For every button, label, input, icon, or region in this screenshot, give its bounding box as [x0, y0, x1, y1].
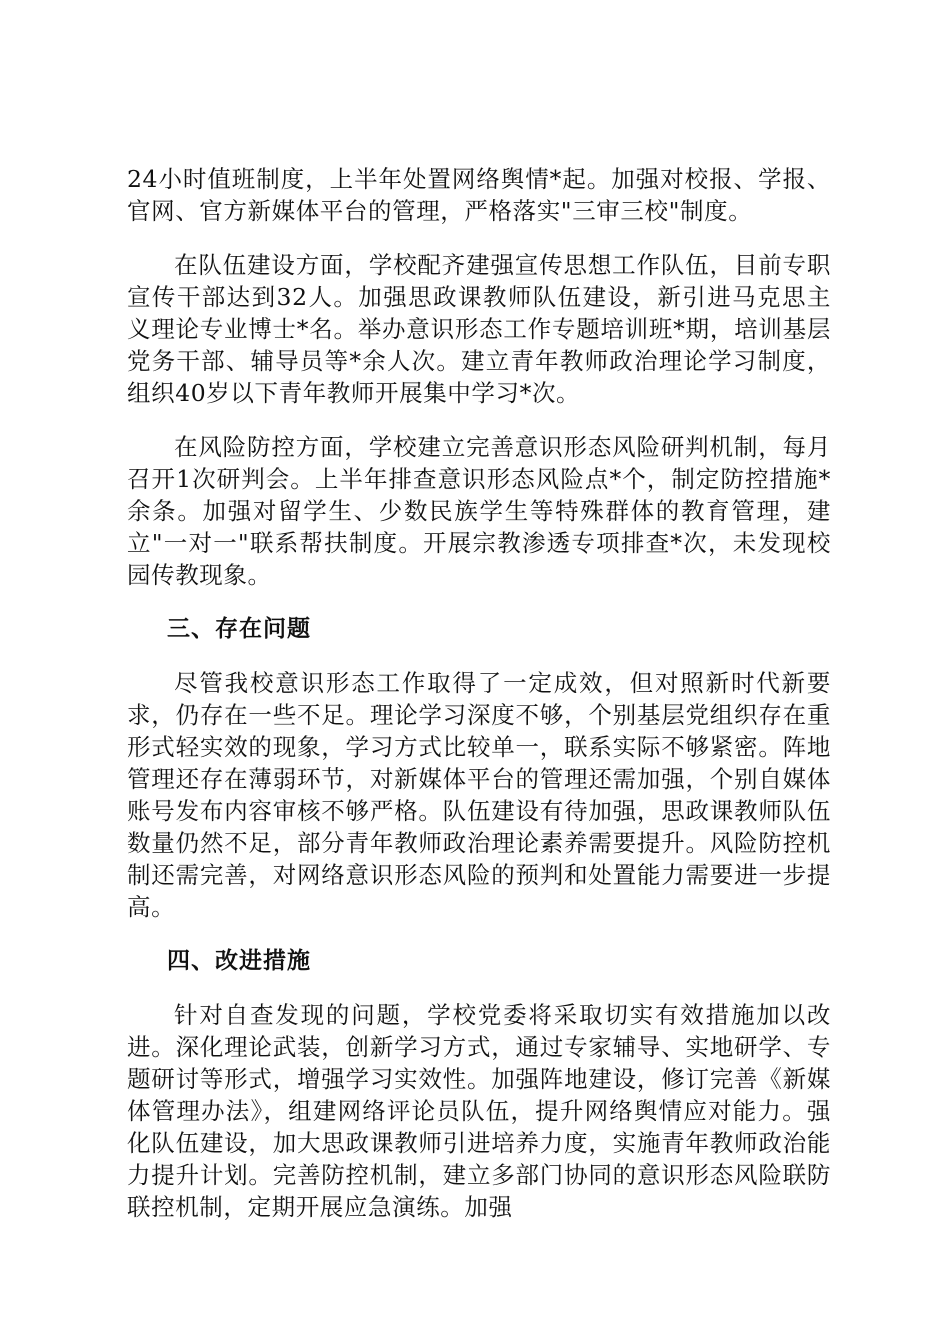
paragraph-problems: 尽管我校意识形态工作取得了一定成效，但对照新时代新要求，仍存在一些不足。理论学习深度不够，个别基层党组织存在重形式轻实效的现象，学习方式比较单一，联系实际不够紧密。阵地管理还存在薄弱环节，对新媒体平台的管理还需加强，个别自媒体账号发布内容审核不够严格。队伍建设有待加强，思政课教师队伍数量仍然不足，部分青年教师政治理论素养需要提升。风险防控机制还需完善，对网络意识形态风险的预判和处置能力需要进一步提高。 — [127, 669, 831, 921]
paragraph-risk-control: 在风险防控方面，学校建立完善意识形态风险研判机制，每月召开1次研判会。上半年排查意识形态风险点*个，制定防控措施*余条。加强对留学生、少数民族学生等特殊群体的教育管理，建立"一对一"联系帮扶制度。开展宗教渗透专项排查*次，未发现校园传教现象。 — [127, 433, 831, 589]
document-body — [127, 163, 831, 1245]
paragraph-continued: 24小时值班制度，上半年处置网络舆情*起。加强对校报、学报、官网、官方新媒体平台的管理，严格落实"三审三校"制度。 — [127, 165, 831, 225]
paragraph-team-building: 在队伍建设方面，学校配齐建强宣传思想工作队伍，目前专职宣传干部达到32人。加强思政课教师队伍建设，新引进马克思主义理论专业博士*名。举办意识形态工作专题培训班*期，培训基层党务干部、辅导员等*余人次。建立青年教师政治理论学习制度，组织40岁以下青年教师开展集中学习*次。 — [127, 251, 831, 407]
section-heading-problems: 三、存在问题 — [167, 616, 311, 642]
section-heading-measures: 四、改进措施 — [167, 948, 311, 974]
paragraph-measures: 针对自查发现的问题，学校党委将采取切实有效措施加以改进。深化理论武装，创新学习方式，通过专家辅导、实地研学、专题研讨等形式，增强学习实效性。加强阵地建设，修订完善《新媒体管理办法》，组建网络评论员队伍，提升网络舆情应对能力。强化队伍建设，加大思政课教师引进培养力度，实施青年教师政治能力提升计划。完善防控机制，建立多部门协同的意识形态风险联防联控机制，定期开展应急演练。加强 — [127, 1001, 831, 1221]
